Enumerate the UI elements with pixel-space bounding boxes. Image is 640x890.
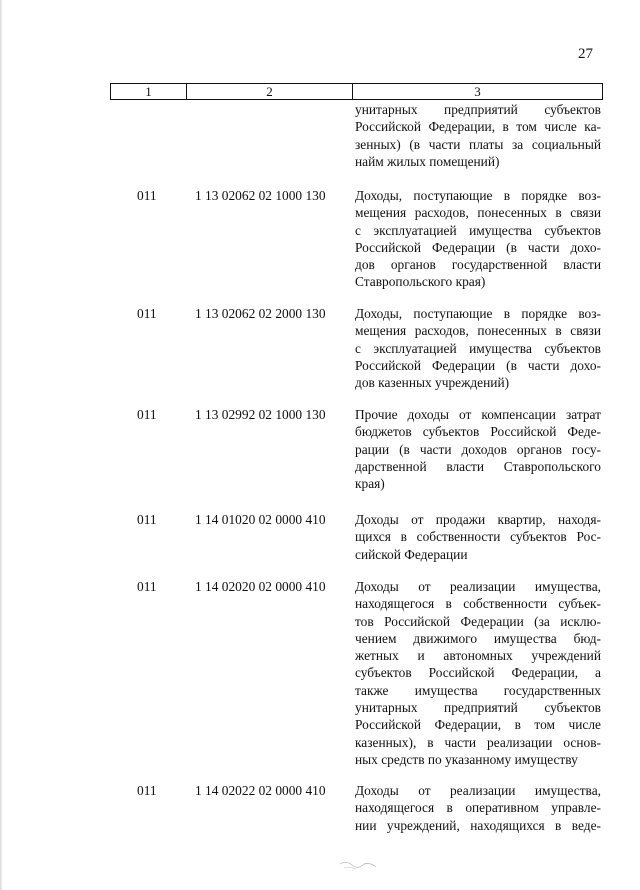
- description-line: бюджетов субъектов Российской Феде-: [355, 424, 601, 440]
- description-line: мещения расходов, понесенных в связи: [355, 323, 601, 339]
- column-1-header: 1: [111, 84, 187, 99]
- admin-code: 011: [137, 783, 157, 798]
- description-line: дов органов государственной власти: [355, 257, 601, 273]
- description-line: дарственной власти Ставропольского: [355, 458, 601, 474]
- entry-description: [355, 187, 601, 291]
- description-line: Российской Федерации (в части дохо-: [355, 239, 601, 255]
- scan-left-edge: [0, 0, 3, 890]
- admin-code: 011: [137, 306, 157, 321]
- budget-classification-code: 1 13 02992 02 1000 130: [195, 407, 326, 422]
- budget-classification-code: 1 14 02020 02 0000 410: [195, 579, 326, 594]
- budget-classification-code: 1 13 02062 02 2000 130: [195, 306, 326, 321]
- column-3-header: 3: [474, 84, 481, 99]
- continuation-description: [355, 101, 601, 170]
- scan-smudge: [338, 858, 378, 872]
- admin-code: 011: [137, 579, 157, 594]
- description-line: тов Российской Федерации (за исклю-: [355, 613, 601, 629]
- description-line: Прочие доходы от компенсации затрат: [355, 407, 601, 422]
- admin-code: 011: [137, 512, 157, 527]
- description-line: Российской Федерации (в части дохо-: [355, 357, 601, 373]
- description-line: найм жилых помещений): [355, 153, 500, 169]
- description-line: Российской Федерации, в том числе ка-: [355, 119, 601, 135]
- admin-code: 011: [137, 188, 157, 203]
- description-line: нии учреждений, находящихся в веде-: [355, 817, 601, 833]
- column-2-header: 2: [187, 84, 353, 99]
- description-line: края): [355, 476, 385, 492]
- entry-description: [355, 406, 601, 492]
- description-line: жетных и автономных учреждений: [355, 648, 601, 664]
- description-line: Доходы от продажи квартир, находя-: [355, 512, 601, 527]
- description-line: с эксплуатацией имущества субъектов: [355, 222, 601, 238]
- entry-description: [355, 511, 601, 563]
- description-line: с эксплуатацией имущества субъектов: [355, 340, 601, 356]
- description-line: ных средств по указанному имуществу: [355, 751, 578, 767]
- description-line: Доходы, поступающие в порядке воз-: [355, 188, 601, 203]
- description-line: чением движимого имущества бюд-: [355, 630, 601, 646]
- description-line: рации (в части доходов органов госу-: [355, 441, 601, 457]
- description-line: субъектов Российской Федерации, а: [355, 665, 601, 681]
- description-line: Доходы от реализации имущества,: [355, 579, 601, 594]
- budget-classification-code: 1 13 02062 02 1000 130: [195, 188, 326, 203]
- description-line: Доходы, поступающие в порядке воз-: [355, 306, 601, 321]
- description-line: щихся в собственности субъектов Рос-: [355, 529, 601, 545]
- description-line: Российской Федерации, в том числе: [355, 717, 601, 733]
- description-line: находящегося в собственности субъек-: [355, 596, 601, 612]
- entry-description: [355, 578, 601, 768]
- description-line: Ставропольского края): [355, 274, 486, 290]
- description-line: дов казенных учреждений): [355, 375, 510, 391]
- table-header-row: [110, 83, 603, 100]
- budget-classification-code: 1 14 01020 02 0000 410: [195, 512, 326, 527]
- description-line: также имущества государственных: [355, 682, 601, 698]
- description-line: казенных), в части реализации основ-: [355, 734, 601, 750]
- description-line: Доходы от реализации имущества,: [355, 783, 601, 798]
- budget-classification-code: 1 14 02022 02 0000 410: [195, 783, 326, 798]
- entry-description: [355, 782, 601, 834]
- description-line: унитарных предприятий субъектов: [355, 700, 601, 716]
- description-line: находящегося в оперативном управле-: [355, 800, 601, 816]
- admin-code: 011: [137, 407, 157, 422]
- entry-description: [355, 305, 601, 391]
- description-line: унитарных предприятий субъектов: [355, 102, 601, 117]
- description-line: мещения расходов, понесенных в связи: [355, 205, 601, 221]
- page-number: 27: [578, 46, 593, 62]
- description-line: зенных) (в части платы за социальный: [355, 136, 601, 152]
- description-line: сийской Федерации: [355, 546, 468, 562]
